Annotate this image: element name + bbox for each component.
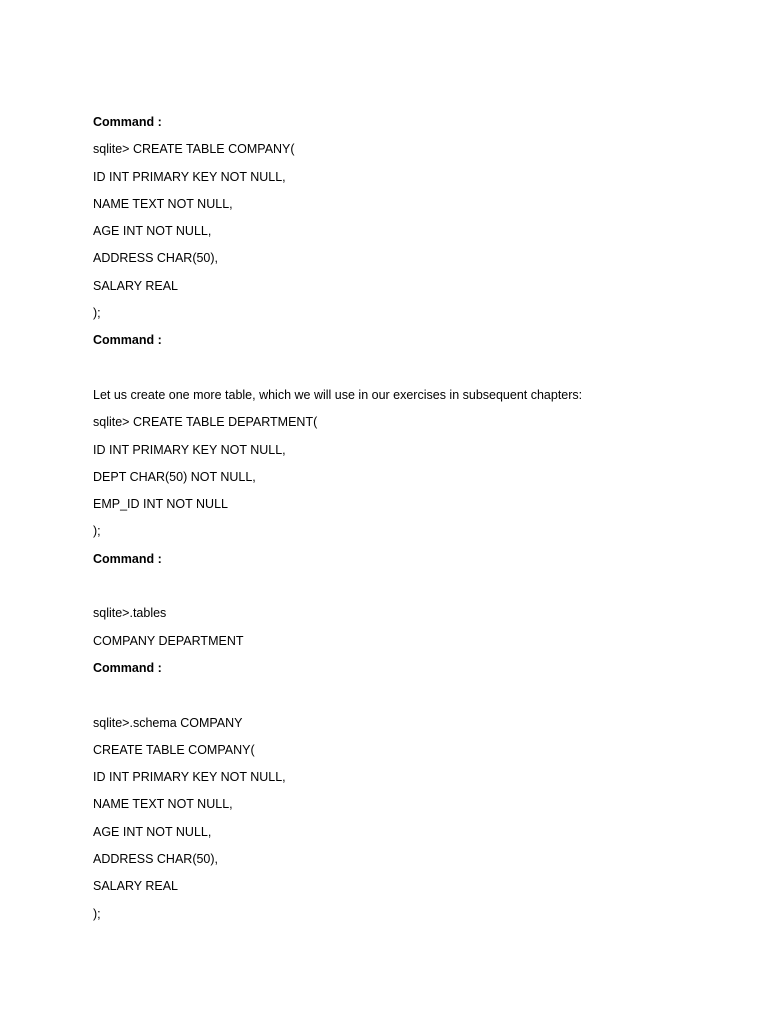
code-line: ADDRESS CHAR(50), xyxy=(93,251,219,266)
code-line: SALARY REAL xyxy=(93,879,179,894)
paragraph-text: Let us create one more table, which we will use in our exercises in subsequent chapters: xyxy=(93,387,583,402)
code-line: sqlite>.schema COMPANY xyxy=(93,715,243,730)
code-line: sqlite> CREATE TABLE DEPARTMENT( xyxy=(93,415,318,430)
code-line: SALARY REAL xyxy=(93,278,179,293)
command-heading: Command : xyxy=(93,115,162,129)
code-line: ID INT PRIMARY KEY NOT NULL, xyxy=(93,442,286,457)
code-line: ); xyxy=(93,906,101,921)
code-line: COMPANY DEPARTMENT xyxy=(93,633,244,648)
code-line: AGE INT NOT NULL, xyxy=(93,824,212,839)
code-line: EMP_ID INT NOT NULL xyxy=(93,497,228,512)
code-line: ID INT PRIMARY KEY NOT NULL, xyxy=(93,169,286,184)
code-line: CREATE TABLE COMPANY( xyxy=(93,742,255,757)
code-line: ); xyxy=(93,306,101,321)
code-line: sqlite>.tables xyxy=(93,606,167,621)
command-heading: Command : xyxy=(93,333,162,348)
code-line: NAME TEXT NOT NULL, xyxy=(93,797,233,812)
document-body xyxy=(93,114,713,933)
blank-line xyxy=(93,578,713,605)
code-line: sqlite> CREATE TABLE COMPANY( xyxy=(93,142,295,157)
blank-line xyxy=(93,360,713,387)
code-line: ); xyxy=(93,524,101,539)
code-line: DEPT CHAR(50) NOT NULL, xyxy=(93,469,256,484)
code-line: NAME TEXT NOT NULL, xyxy=(93,196,233,211)
blank-line xyxy=(93,687,713,714)
code-line: ID INT PRIMARY KEY NOT NULL, xyxy=(93,770,286,785)
code-line: AGE INT NOT NULL, xyxy=(93,224,212,239)
command-heading: Command : xyxy=(93,660,162,675)
code-line: ADDRESS CHAR(50), xyxy=(93,852,219,867)
command-heading: Command : xyxy=(93,551,162,566)
